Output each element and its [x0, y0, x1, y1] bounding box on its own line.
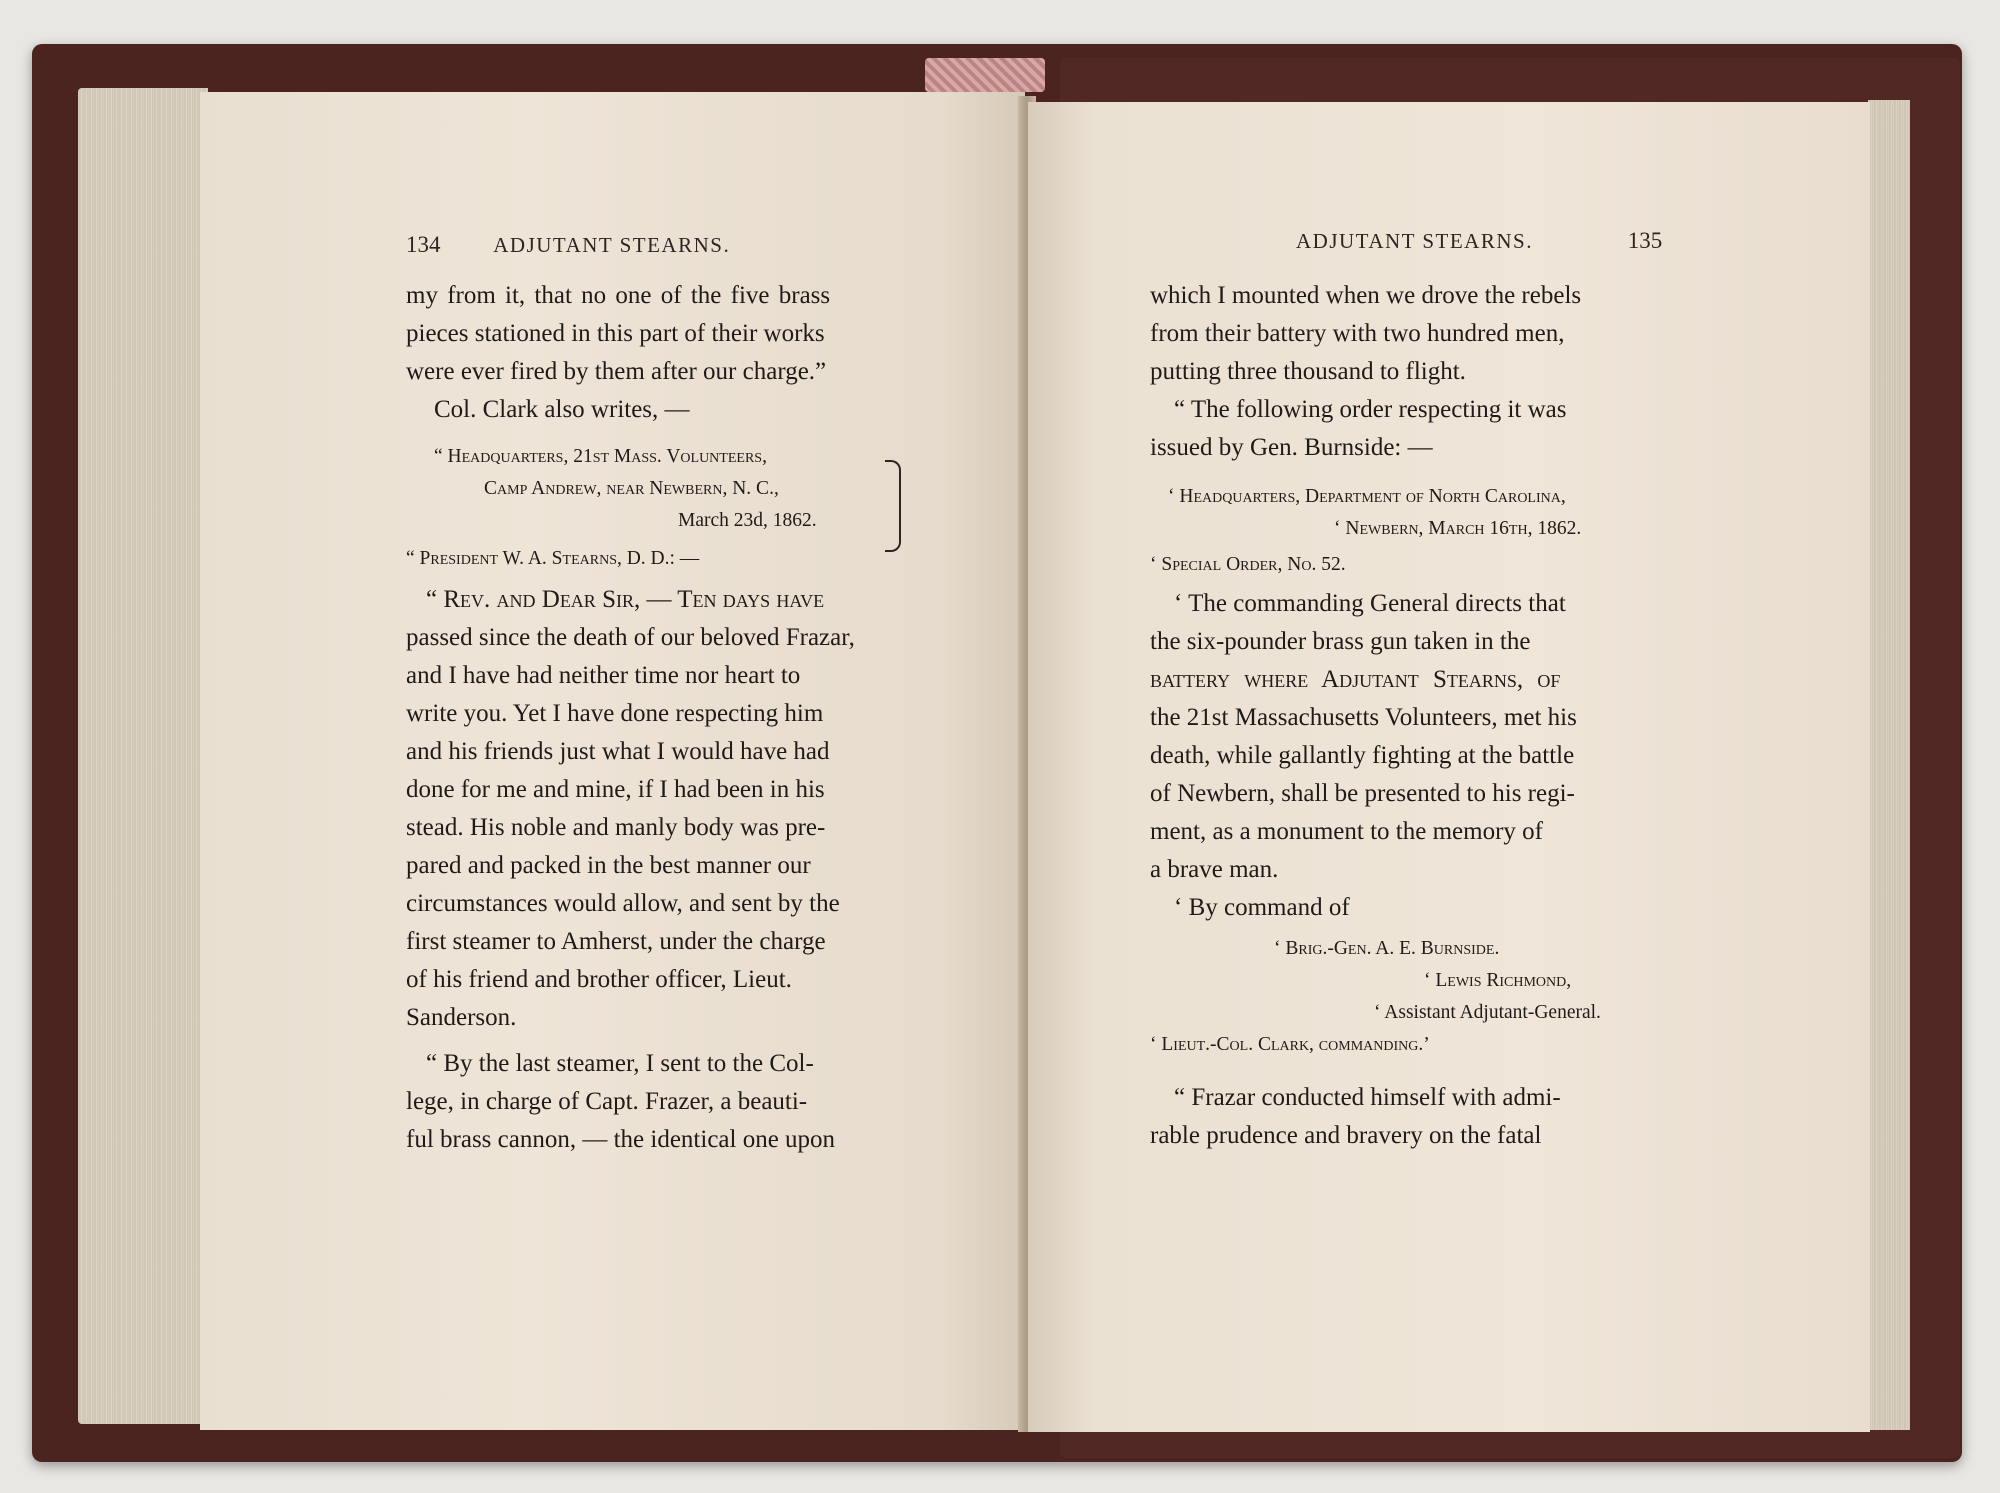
text-line: ful brass cannon, — the identical one upon — [406, 1126, 836, 1153]
text-line: and his friends just what I would have had — [406, 738, 830, 765]
text-line: pieces stationed in this part of their works — [406, 320, 825, 347]
running-head: ADJUTANT STEARNS. — [493, 233, 731, 257]
text-line: circumstances would allow, and sent by the — [406, 890, 840, 917]
text-line: “ Frazar conducted himself with admi- — [1174, 1084, 1561, 1111]
page-edges-right — [1868, 100, 1910, 1430]
text-line: the 21st Massachusetts Volunteers, met his — [1150, 704, 1577, 731]
text-line: issued by Gen. Burnside: — — [1150, 434, 1433, 461]
text-line: and I have had neither time nor heart to — [406, 662, 801, 689]
letter-date: March 23d, 1862. — [678, 510, 817, 531]
page-number: 135 — [1627, 228, 1663, 253]
text-line: of his friend and brother officer, Lieut. — [406, 966, 792, 993]
text-line: passed since the death of our beloved Frazar, — [406, 624, 855, 651]
text-line: rable prudence and bravery on the fatal — [1150, 1122, 1542, 1149]
text-line: “ Rev. and Dear Sir, — Ten days have — [426, 586, 825, 613]
running-head: ADJUTANT STEARNS. — [1296, 229, 1533, 253]
order-heading: ‘ Headquarters, Department of North Carolina, — [1168, 486, 1566, 507]
text-line: “ The following order respecting it was — [1174, 396, 1567, 423]
order-number: ‘ Special Order, No. 52. — [1150, 554, 1346, 575]
text-line: “ By the last steamer, I sent to the Col- — [426, 1050, 814, 1077]
right-page — [1028, 102, 1870, 1432]
letter-heading: “ Headquarters, 21st Mass. Volunteers, — [434, 446, 767, 467]
left-page-header — [406, 232, 730, 258]
left-page — [200, 92, 1025, 1430]
text-line: which I mounted when we drove the rebels — [1150, 282, 1582, 309]
text-line: ‘ By command of — [1174, 894, 1350, 921]
text-line: Sanderson. — [406, 1004, 517, 1031]
text-line: of Newbern, shall be presented to his regi- — [1150, 780, 1575, 807]
order-date: ‘ Newbern, March 16th, 1862. — [1334, 518, 1582, 539]
text-line: Col. Clark also writes, — — [434, 396, 690, 423]
letter-heading: Camp Andrew, near Newbern, N. C., — [484, 478, 779, 499]
page-number: 134 — [406, 232, 441, 257]
ribbon-bookmark — [925, 58, 1045, 92]
signature-line: ‘ Lieut.-Col. Clark, commanding.’ — [1150, 1034, 1430, 1055]
text-line: pared and packed in the best manner our — [406, 852, 811, 879]
signature-line: ‘ Assistant Adjutant-General. — [1374, 1002, 1601, 1023]
letter-salutation: “ President W. A. Stearns, D. D.: — — [406, 548, 700, 569]
brace-mark — [885, 460, 901, 552]
text-line: putting three thousand to flight. — [1150, 358, 1466, 385]
text-line: were ever fired by them after our charge.” — [406, 358, 827, 385]
text-line: write you. Yet I have done respecting him — [406, 700, 824, 727]
text-line: death, while gallantly fighting at the battle — [1150, 742, 1575, 769]
signature-line: ‘ Brig.-Gen. A. E. Burnside. — [1274, 938, 1500, 959]
text-line: ‘ The commanding General directs that — [1174, 590, 1566, 617]
text-line: done for me and mine, if I had been in his — [406, 776, 825, 803]
text-line: a brave man. — [1150, 856, 1279, 883]
text-line: ment, as a monument to the memory of — [1150, 818, 1543, 845]
right-page-header — [1296, 228, 1662, 254]
text-line: lege, in charge of Capt. Frazer, a beauti- — [406, 1088, 808, 1115]
page-edges-left — [78, 88, 208, 1424]
text-line: stead. His noble and manly body was pre- — [406, 814, 826, 841]
text-line: battery where Adjutant Stearns, of — [1150, 666, 1561, 693]
text-line: first steamer to Amherst, under the charge — [406, 928, 826, 955]
text-line: my from it, that no one of the five brass — [406, 282, 831, 309]
text-line: from their battery with two hundred men, — [1150, 320, 1565, 347]
text-line: the six-pounder brass gun taken in the — [1150, 628, 1531, 655]
signature-line: ‘ Lewis Richmond, — [1424, 970, 1572, 991]
